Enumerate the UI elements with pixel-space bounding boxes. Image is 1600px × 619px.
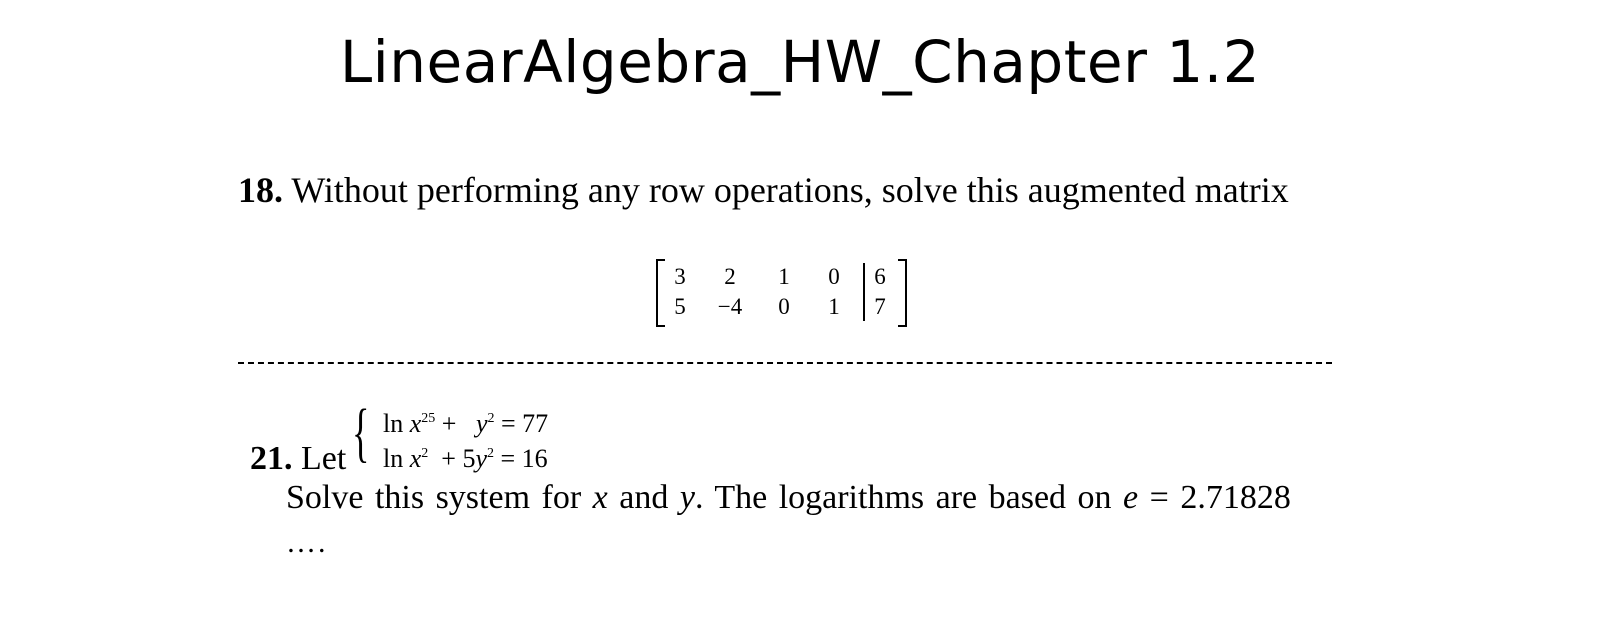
matrix-cell: −4: [717, 294, 743, 319]
matrix-cell: 1: [828, 294, 840, 319]
problem-21-label: [250, 437, 346, 481]
system-brace: {: [352, 396, 370, 469]
matrix-left-bracket: [656, 259, 665, 327]
augmented-divider-line: [863, 263, 865, 321]
equation-1: $\ln x^{25}$ + $y^2 = 77$: [383, 409, 549, 438]
dashed-divider: [238, 362, 1332, 364]
problem-21-number: 21.: [250, 440, 293, 477]
matrix-cell: 3: [674, 264, 686, 289]
matrix-cell: 0: [778, 294, 790, 319]
matrix-cell: 0: [828, 264, 840, 289]
matrix-cell: 6: [874, 264, 886, 289]
problem-18-text: Without performing any row operations, solve this augmented matrix: [291, 170, 1289, 210]
ellipsis: ….: [286, 526, 328, 559]
problem-21-let: Let: [301, 440, 347, 477]
matrix-cell: 1: [778, 264, 790, 289]
equation-2: $\ln x^2 + 5y^2 = 16$: [383, 444, 548, 473]
problem-18: [238, 168, 1289, 212]
matrix-cell: 5: [674, 294, 686, 319]
matrix-cell: 7: [874, 294, 886, 319]
augmented-matrix: [654, 259, 909, 325]
matrix-right-bracket: [898, 259, 907, 327]
problem-18-number: 18.: [238, 170, 283, 210]
slide-title: LinearAlgebra_HW_Chapter 1.2: [339, 28, 1261, 96]
problem-21-text: Solve this system for x and y. The logarithms are based on e = 2.71828: [286, 479, 1291, 516]
matrix-cell: 2: [724, 264, 736, 289]
